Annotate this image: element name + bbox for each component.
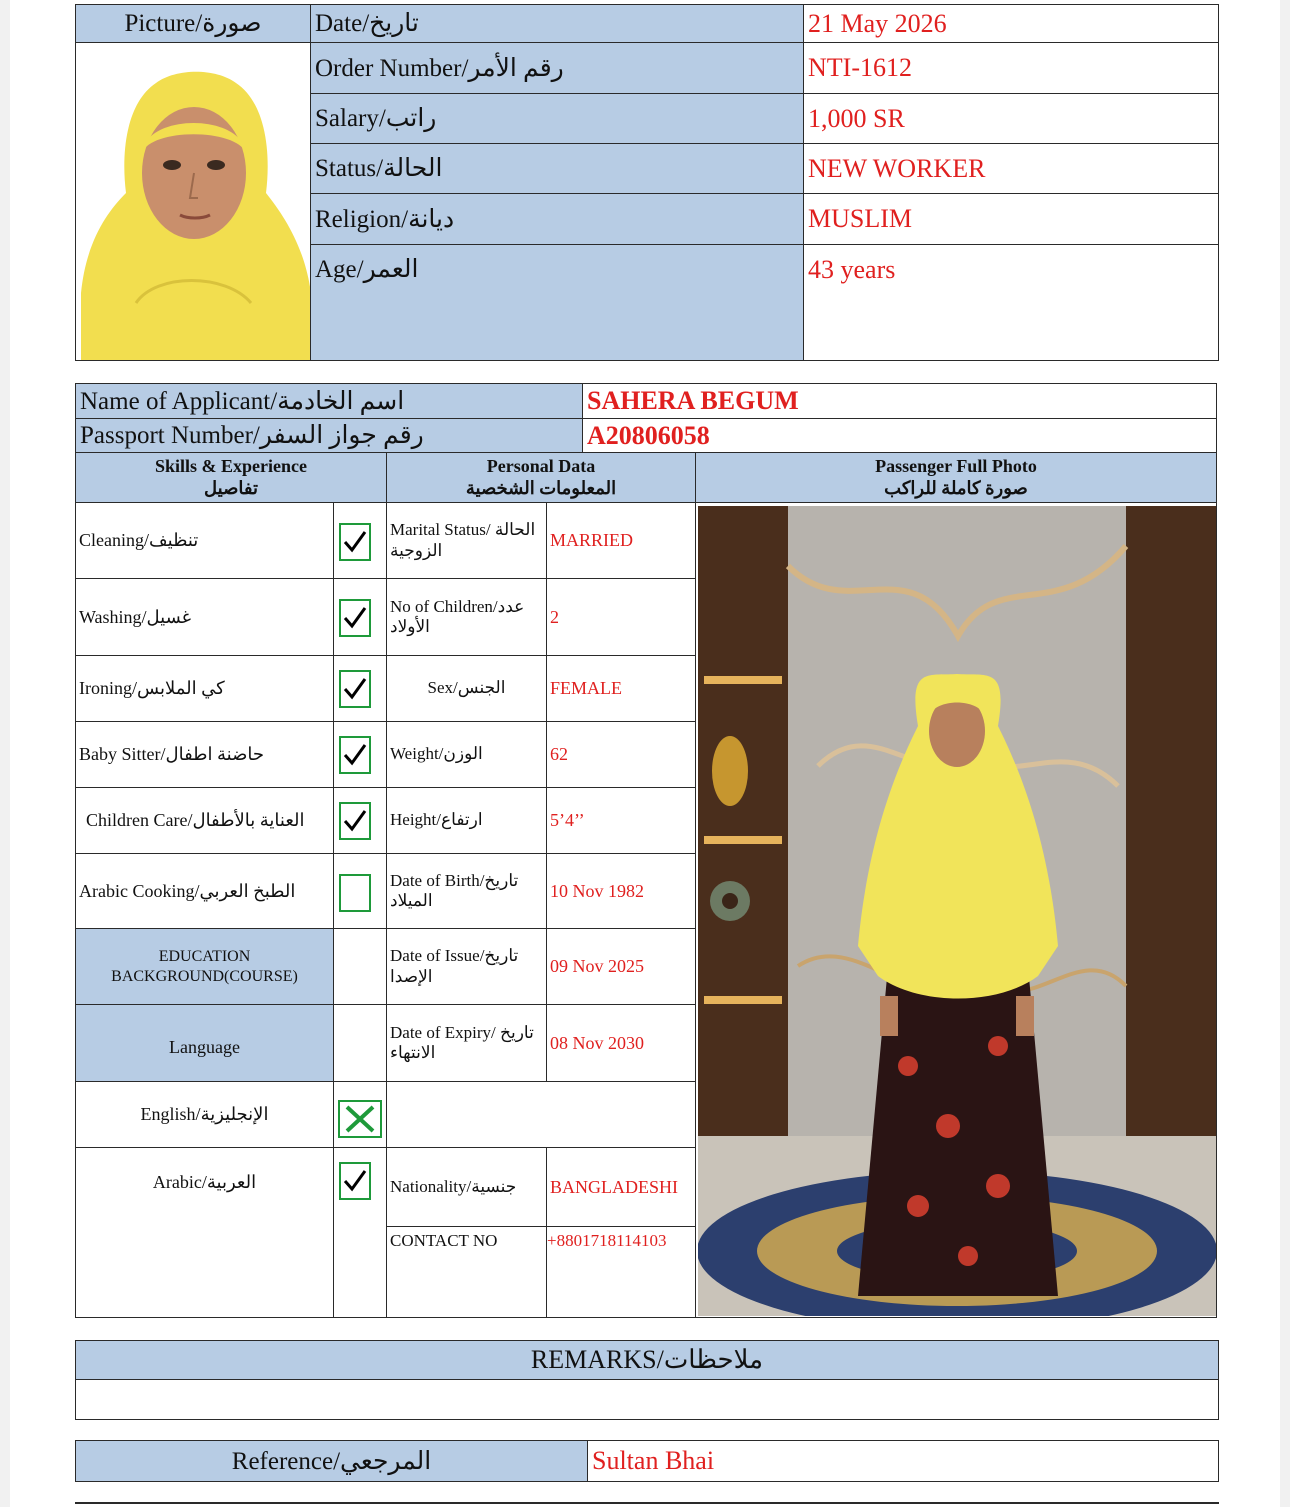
lang-arabic-label: Arabic/العربية (75, 1147, 334, 1318)
full-body-photo-icon (698, 506, 1216, 1316)
status-label: Status/الحالة (310, 143, 804, 194)
weight-label: Weight/الوزن (386, 721, 547, 788)
lang-english-mark (333, 1081, 387, 1148)
expiry-date-value: 08 Nov 2030 (546, 1004, 696, 1082)
education-label: EDUCATION BACKGROUND(COURSE) (75, 928, 334, 1005)
nationality-label: Nationality/جنسية (386, 1147, 547, 1227)
check-icon (339, 802, 371, 840)
skill-arabic-cooking-mark (333, 853, 387, 929)
issue-date-label: Date of Issue/تاريخ الإصدا (386, 928, 547, 1005)
photo-header (695, 452, 1217, 503)
page-edge-right (1280, 0, 1290, 1507)
issue-date-value: 09 Nov 2025 (546, 928, 696, 1005)
applicant-name-value: SAHERA BEGUM (582, 383, 1217, 419)
reference-label: Reference/المرجعي (75, 1440, 588, 1482)
skill-washing-mark (333, 578, 387, 656)
remarks-body (75, 1379, 1219, 1420)
picture-label: Picture/صورة (75, 4, 311, 43)
marital-status-value: MARRIED (546, 502, 696, 579)
skill-children-care-label: Children Care/العناية بالأطفال (75, 787, 334, 854)
date-label: Date/تاريخ (310, 4, 804, 43)
check-icon (339, 523, 371, 561)
bottom-rule (75, 1502, 1219, 1504)
remarks-title: REMARKS/ملاحظات (75, 1340, 1219, 1380)
sex-value: FEMALE (546, 655, 696, 722)
skill-arabic-cooking-label: Arabic Cooking/الطبخ العربي (75, 853, 334, 929)
skill-ironing-mark (333, 655, 387, 722)
skill-cleaning-label: Cleaning/تنظيف (75, 502, 334, 579)
check-icon (339, 670, 371, 708)
children-value: 2 (546, 578, 696, 656)
skill-cleaning-mark (333, 502, 387, 579)
children-label: No of Children/عدد الأولاد (386, 578, 547, 656)
check-icon (339, 599, 371, 637)
skills-header (75, 452, 387, 503)
reference-value: Sultan Bhai (587, 1440, 1219, 1482)
language-mark (333, 1004, 387, 1082)
weight-value: 62 (546, 721, 696, 788)
religion-label: Religion/ديانة (310, 193, 804, 245)
lang-arabic-mark (333, 1147, 387, 1318)
passport-label: Passport Number/رقم جواز السفر (75, 418, 583, 453)
religion-value: MUSLIM (803, 193, 1219, 245)
nationality-value: BANGLADESHI (546, 1147, 696, 1227)
contact-value: +8801718114103 (546, 1226, 696, 1318)
applicant-name-label: Name of Applicant/اسم الخادمة (75, 383, 583, 419)
sex-label: Sex/الجنس (386, 655, 547, 722)
check-icon (339, 1162, 371, 1200)
height-value: 5’4’’ (546, 787, 696, 854)
personal-header (386, 452, 696, 503)
order-number-value: NTI-1612 (803, 42, 1219, 94)
x-icon (338, 1100, 382, 1138)
skill-washing-label: Washing/غسيل (75, 578, 334, 656)
salary-label: Salary/راتب (310, 93, 804, 144)
skills-header-ar: تفاصيل (204, 477, 258, 498)
skill-baby-sitter-mark (333, 721, 387, 788)
blank-row (386, 1081, 696, 1148)
portrait-photo (75, 42, 311, 361)
empty-checkbox-icon (339, 874, 371, 912)
photo-header-ar: صورة كاملة للراكب (884, 477, 1028, 498)
age-label: Age/العمر (310, 244, 804, 361)
personal-header-en: Personal Data (486, 455, 596, 476)
portrait-photo-icon (76, 43, 311, 361)
date-value: 21 May 2026 (803, 4, 1219, 43)
photo-header-en: Passenger Full Photo (875, 455, 1037, 476)
page-edge-left (0, 0, 10, 1507)
passport-value: A20806058 (582, 418, 1217, 453)
skill-children-care-mark (333, 787, 387, 854)
height-label: Height/ارتفاع (386, 787, 547, 854)
dob-label: Date of Birth/تاريخ الميلاد (386, 853, 547, 929)
full-photo-cell (695, 502, 1217, 1318)
education-mark (333, 928, 387, 1005)
order-number-label: Order Number/رقم الأمر (310, 42, 804, 94)
salary-value: 1,000 SR (803, 93, 1219, 144)
status-value: NEW WORKER (803, 143, 1219, 194)
skill-ironing-label: Ironing/كي الملابس (75, 655, 334, 722)
skills-header-en: Skills & Experience (155, 455, 307, 476)
check-icon (339, 736, 371, 774)
skill-baby-sitter-label: Baby Sitter/حاضنة اطفال (75, 721, 334, 788)
expiry-date-label: Date of Expiry/ تاريخ الانتهاء (386, 1004, 547, 1082)
dob-value: 10 Nov 1982 (546, 853, 696, 929)
full-body-photo (698, 506, 1216, 1316)
age-value: 43 years (803, 244, 1219, 361)
personal-header-ar: المعلومات الشخصية (465, 477, 617, 498)
language-label: Language (75, 1004, 334, 1082)
contact-label: CONTACT NO (386, 1226, 547, 1318)
marital-status-label: Marital Status/ الحالة الزوجية (386, 502, 547, 579)
lang-english-label: English/الإنجليزية (75, 1081, 334, 1148)
